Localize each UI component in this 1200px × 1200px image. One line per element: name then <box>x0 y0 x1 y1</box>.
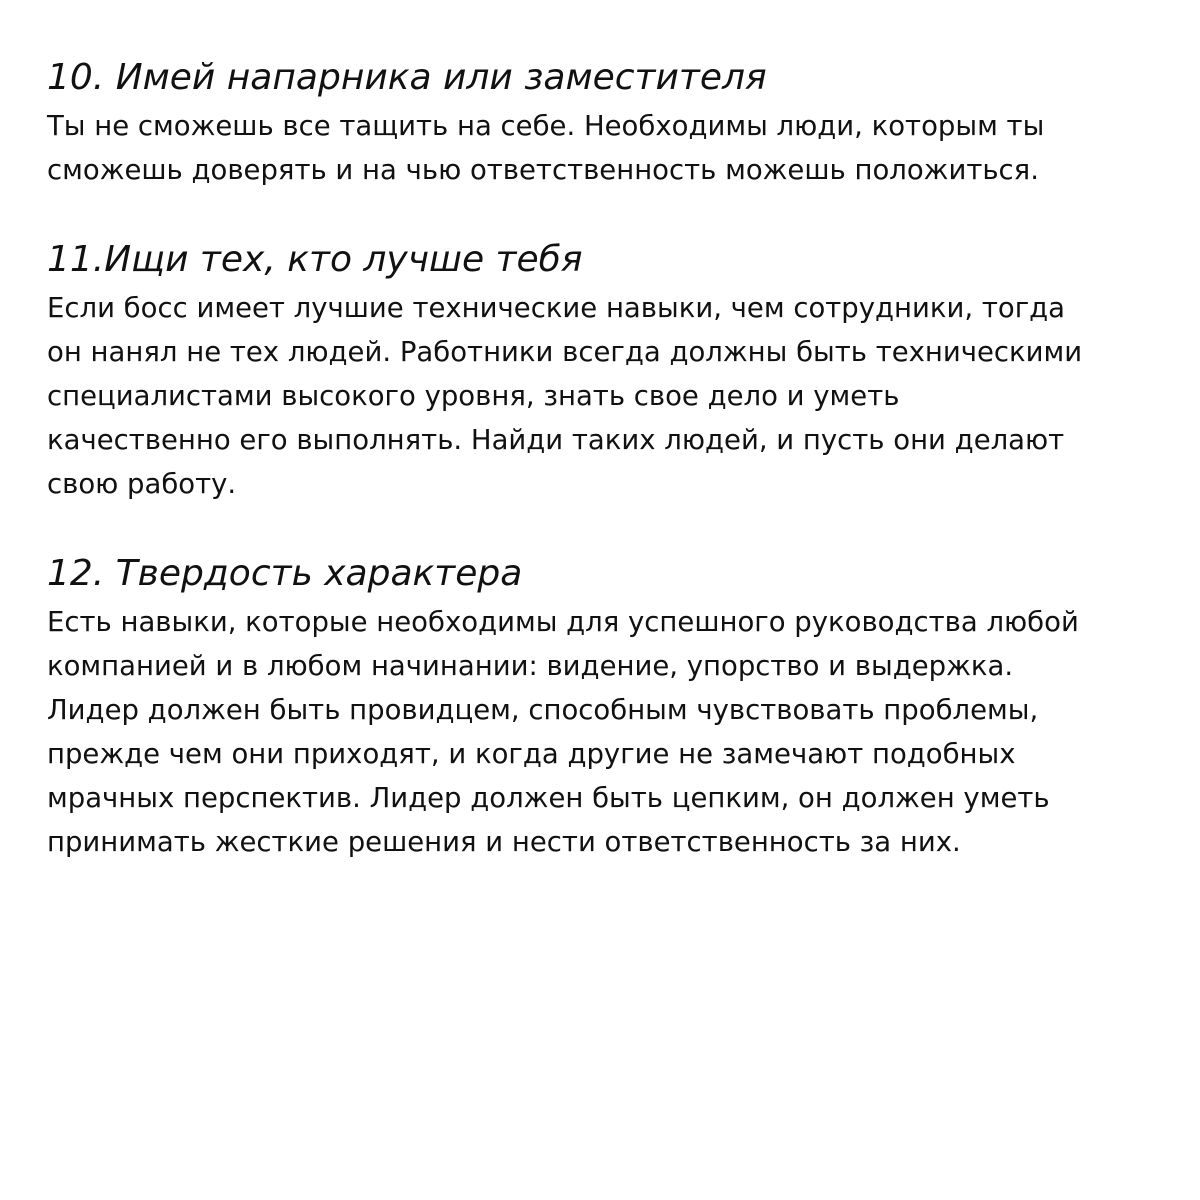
paragraph-line: прежде чем они приходят, и когда другие не замечают подобных <box>47 738 1016 770</box>
paragraph-line: Ты не сможешь все тащить на себе. Необходимы люди, которым ты <box>47 110 1045 142</box>
section-paragraph <box>47 600 1167 864</box>
section-heading: 11.Ищи тех, кто лучше тебя <box>47 239 583 280</box>
paragraph-line: Есть навыки, которые необходимы для успешного руководства любой <box>47 606 1079 638</box>
section-paragraph <box>47 286 1167 506</box>
paragraph-line: Лидер должен быть провидцем, способным чувствовать проблемы, <box>47 694 1039 726</box>
paragraph-line: Если босс имеет лучшие технические навыки, чем сотрудники, тогда <box>47 292 1066 324</box>
section-10 <box>47 52 1167 192</box>
paragraph-line: качественно его выполнять. Найди таких людей, и пусть они делают <box>47 424 1065 456</box>
section-11 <box>47 234 1167 506</box>
paragraph-line: специалистами высокого уровня, знать свое дело и уметь <box>47 380 900 412</box>
section-paragraph <box>47 104 1167 192</box>
paragraph-line: сможешь доверять и на чью ответственность можешь положиться. <box>47 154 1039 186</box>
paragraph-line: свою работу. <box>47 468 237 500</box>
paragraph-line: мрачных перспектив. Лидер должен быть цепким, он должен уметь <box>47 782 1050 814</box>
document-page <box>47 52 1167 906</box>
section-heading: 10. Имей напарника или заместителя <box>47 57 767 98</box>
section-heading: 12. Твердость характера <box>47 553 523 594</box>
paragraph-line: принимать жесткие решения и нести ответственность за них. <box>47 826 961 858</box>
paragraph-line: компанией и в любом начинании: видение, упорство и выдержка. <box>47 650 1014 682</box>
paragraph-line: он нанял не тех людей. Работники всегда должны быть техническими <box>47 336 1083 368</box>
section-12 <box>47 548 1167 864</box>
